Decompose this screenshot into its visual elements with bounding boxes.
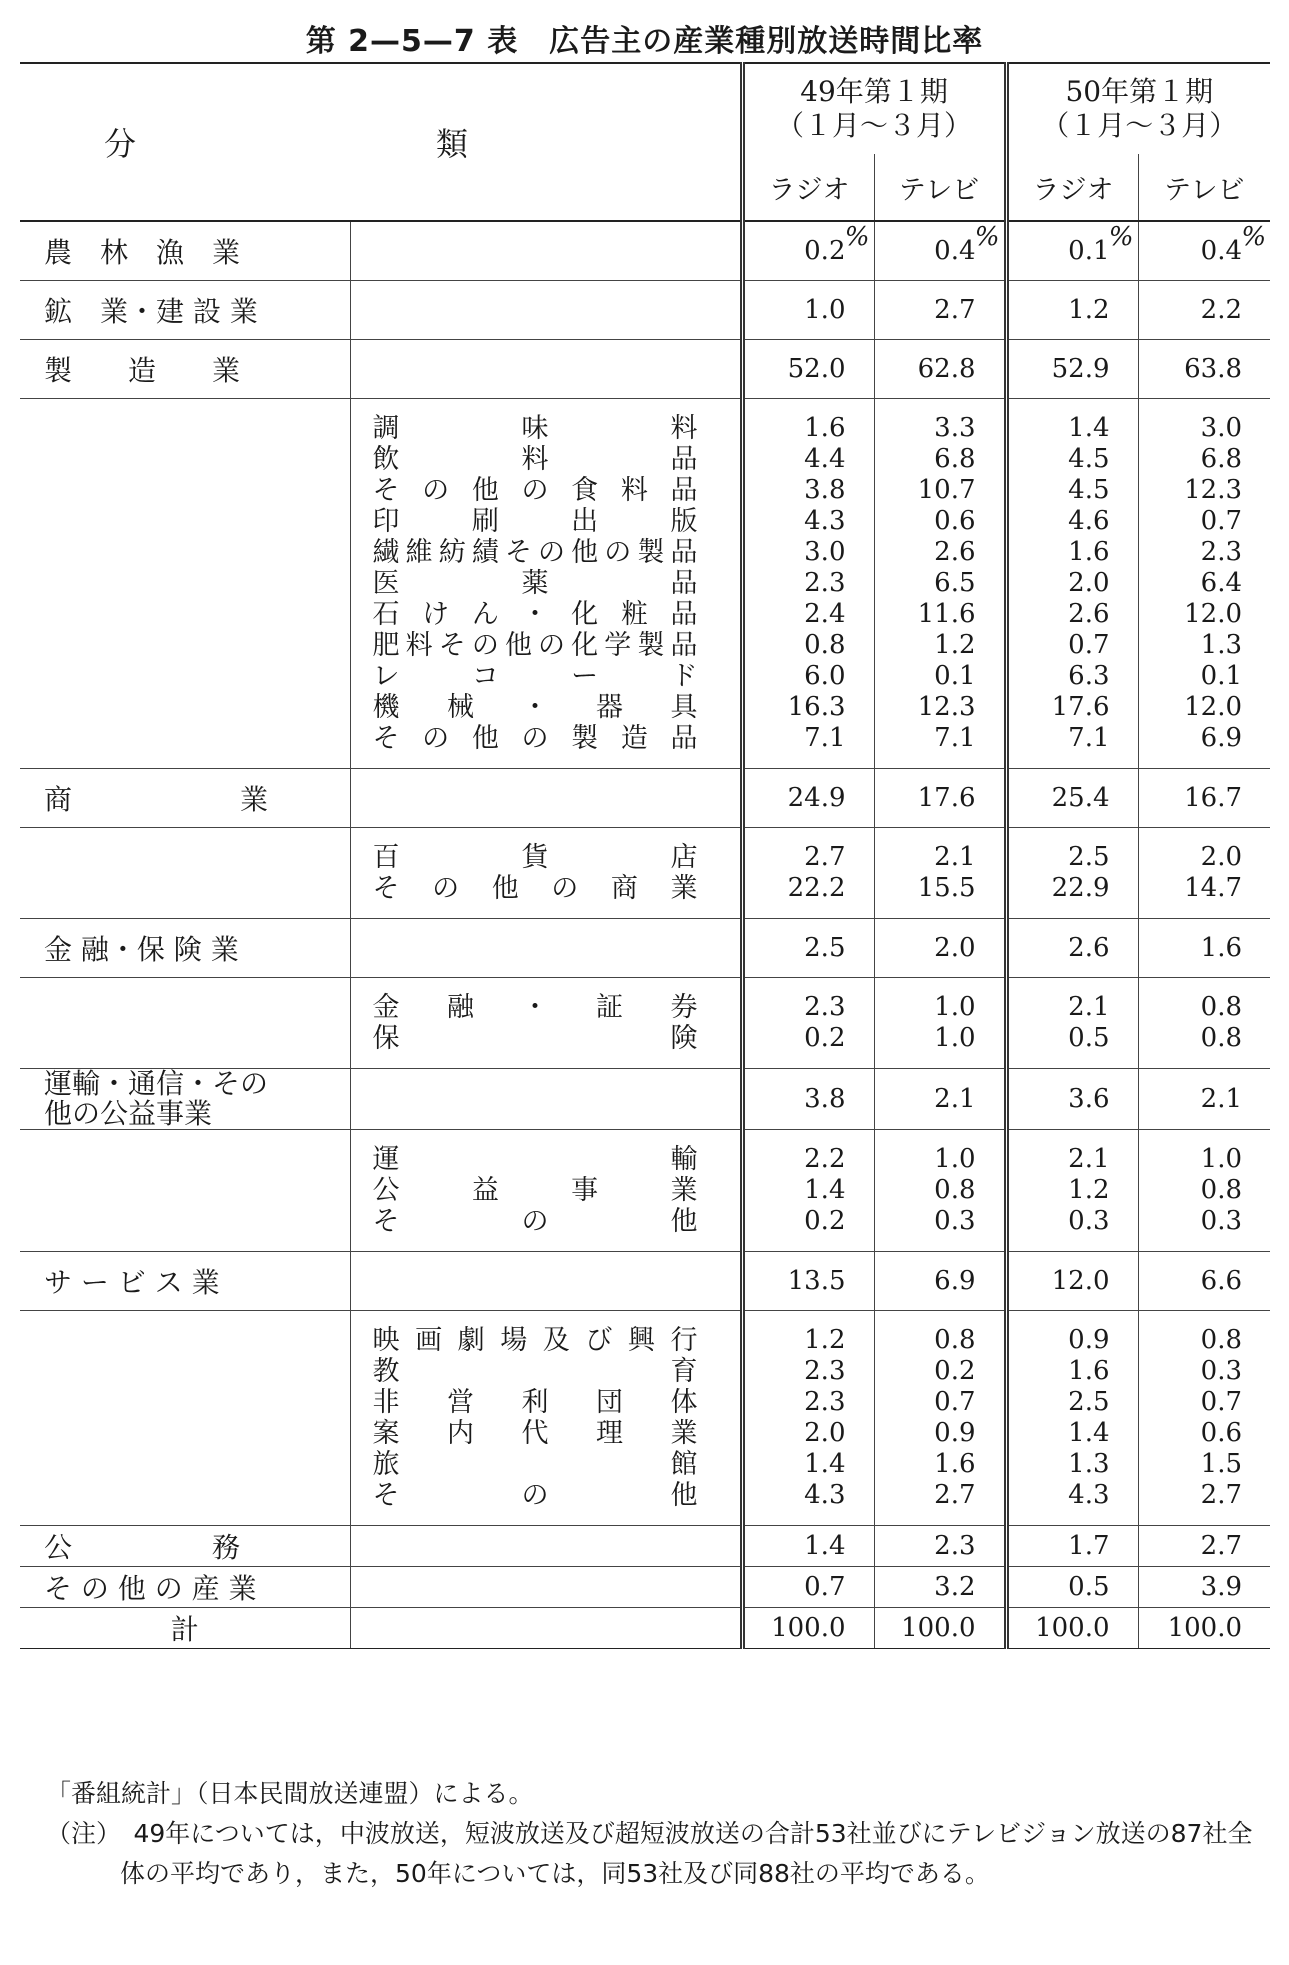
sub-value: 17.6 bbox=[1051, 692, 1110, 722]
row-public-service bbox=[20, 1526, 1270, 1567]
sub-value: 1.6 bbox=[804, 413, 846, 443]
sub-label: 飲料品 bbox=[372, 444, 698, 475]
sub-label: その他の商業 bbox=[372, 873, 698, 904]
sub-value: 12.0 bbox=[1184, 599, 1243, 629]
sub-value: 2.5 bbox=[1068, 1387, 1110, 1417]
sub-label: 保険 bbox=[372, 1023, 698, 1054]
sub-value: 1.5 bbox=[1200, 1449, 1243, 1479]
period2-header bbox=[1006, 63, 1270, 154]
sub-value: 0.8 bbox=[934, 1175, 976, 1205]
blank-cell bbox=[20, 828, 350, 919]
sub-values bbox=[874, 828, 1006, 919]
value-cell: 1.7 bbox=[1006, 1526, 1138, 1567]
sub-value: 2.0 bbox=[1200, 842, 1243, 872]
sub-value: 1.2 bbox=[934, 630, 976, 660]
value-cell: 2.7 bbox=[1138, 1526, 1270, 1567]
sub-value: 1.3 bbox=[1068, 1449, 1110, 1479]
sub-value: 4.5 bbox=[1068, 444, 1110, 474]
sub-value: 22.2 bbox=[787, 873, 846, 903]
value-cell: 25.4 bbox=[1006, 769, 1138, 828]
sub-value: 2.7 bbox=[804, 842, 846, 872]
blank-cell bbox=[20, 1311, 350, 1526]
row-manufacturing bbox=[20, 340, 1270, 399]
blank-cell bbox=[20, 399, 350, 769]
classification-char-2: 類 bbox=[436, 125, 469, 163]
sub-label: 教育 bbox=[372, 1356, 698, 1387]
sub-value: 22.9 bbox=[1051, 873, 1110, 903]
subrows-transport bbox=[20, 1130, 1270, 1252]
sub-label: 百貨店 bbox=[372, 842, 698, 873]
sub-value: 2.1 bbox=[1068, 992, 1110, 1022]
sub-value: 6.4 bbox=[1200, 568, 1243, 598]
sub-value: 1.6 bbox=[1068, 1356, 1110, 1386]
sub-label: その他 bbox=[372, 1206, 698, 1237]
sub-value: 0.8 bbox=[934, 1325, 976, 1355]
sub-values bbox=[1138, 978, 1270, 1069]
p1-radio-header: ラジオ bbox=[742, 154, 874, 221]
sub-labels bbox=[350, 399, 742, 769]
row-agriculture bbox=[20, 221, 1270, 281]
sub-value: 1.0 bbox=[1200, 1144, 1243, 1174]
sub-value: 0.7 bbox=[1068, 630, 1110, 660]
period2-line1: 50年第１期 bbox=[1065, 75, 1214, 108]
sub-value: 1.0 bbox=[934, 992, 976, 1022]
blank-cell bbox=[350, 281, 742, 340]
sub-values bbox=[742, 828, 874, 919]
blank-cell bbox=[350, 1252, 742, 1311]
sub-label: 機械・器具 bbox=[372, 692, 698, 723]
row-label: 製 造 業 bbox=[20, 340, 350, 399]
row-label: 鉱 業・建 設 業 bbox=[20, 281, 350, 340]
sub-label: その他の製造品 bbox=[372, 723, 698, 754]
sub-value: 0.7 bbox=[934, 1387, 976, 1417]
footnote: （注） 49年については，中波放送，短波放送及び超短波放送の合計53社並びにテレビジョン放送の87社全体の平均であり，また，50年については，同53社及び同88社の平均である。 bbox=[46, 1819, 1253, 1888]
period2-line2: （１月～３月） bbox=[1041, 109, 1238, 142]
sub-value: 1.2 bbox=[1068, 1175, 1110, 1205]
row-mining bbox=[20, 281, 1270, 340]
sub-value: 0.8 bbox=[1200, 1175, 1243, 1205]
sub-value: 2.3 bbox=[1200, 537, 1243, 567]
blank-cell bbox=[20, 978, 350, 1069]
value-cell: 0.5 bbox=[1006, 1567, 1138, 1608]
sub-label: 非営利団体 bbox=[372, 1387, 698, 1418]
sub-value: 0.3 bbox=[1068, 1206, 1110, 1236]
value-cell: 2.7 bbox=[874, 281, 1006, 340]
sub-values bbox=[874, 399, 1006, 769]
sub-values bbox=[874, 1311, 1006, 1526]
sub-value: 0.2 bbox=[934, 1356, 976, 1386]
period1-line2: （１月～３月） bbox=[776, 109, 973, 142]
sub-values bbox=[1138, 1130, 1270, 1252]
sub-label: 医薬品 bbox=[372, 568, 698, 599]
sub-value: 0.8 bbox=[1200, 1325, 1243, 1355]
blank-cell bbox=[350, 221, 742, 281]
sub-label: 運輸 bbox=[372, 1144, 698, 1175]
sub-label: その他 bbox=[372, 1480, 698, 1511]
sub-value: 1.4 bbox=[1068, 1418, 1110, 1448]
sub-value: 12.0 bbox=[1184, 692, 1243, 722]
value-cell: 3.2 bbox=[874, 1567, 1006, 1608]
sub-value: 12.3 bbox=[917, 692, 976, 722]
sub-value: 1.3 bbox=[1200, 630, 1243, 660]
sub-value: 0.7 bbox=[1200, 1387, 1243, 1417]
sub-value: 1.0 bbox=[934, 1023, 976, 1053]
sub-values bbox=[742, 399, 874, 769]
blank-cell bbox=[350, 1069, 742, 1130]
sub-value: 1.4 bbox=[1068, 413, 1110, 443]
value-cell: 1.0 bbox=[742, 281, 874, 340]
row-label: 農 林 漁 業 bbox=[20, 221, 350, 281]
sub-values bbox=[874, 1130, 1006, 1252]
value-cell: 2.3 bbox=[874, 1526, 1006, 1567]
sub-value: 0.8 bbox=[804, 630, 846, 660]
sub-value: 2.5 bbox=[1068, 842, 1110, 872]
sub-values bbox=[742, 978, 874, 1069]
sub-value: 2.6 bbox=[934, 537, 976, 567]
row-label: サ ー ビ ス 業 bbox=[20, 1252, 350, 1311]
sub-values bbox=[1138, 1311, 1270, 1526]
sub-value: 6.9 bbox=[1200, 723, 1243, 753]
sub-value: 7.1 bbox=[1068, 723, 1110, 753]
sub-value: 2.1 bbox=[1068, 1144, 1110, 1174]
subrows-commerce bbox=[20, 828, 1270, 919]
sub-value: 2.0 bbox=[1068, 568, 1110, 598]
value-cell: 2.1 bbox=[1138, 1069, 1270, 1130]
value-cell: 1.2 bbox=[1006, 281, 1138, 340]
sub-value: 0.2 bbox=[804, 1206, 846, 1236]
sub-label: 公益事業 bbox=[372, 1175, 698, 1206]
value-cell: 63.8 bbox=[1138, 340, 1270, 399]
sub-values bbox=[742, 1311, 874, 1526]
classification-char-1: 分 bbox=[104, 125, 137, 163]
row-commerce bbox=[20, 769, 1270, 828]
row-label: 公 務 bbox=[20, 1526, 350, 1567]
sub-values bbox=[742, 1130, 874, 1252]
p2-radio-header: ラジオ bbox=[1006, 154, 1138, 221]
sub-value: 6.0 bbox=[804, 661, 846, 691]
sub-value: 2.3 bbox=[804, 1356, 846, 1386]
value-cell: 17.6 bbox=[874, 769, 1006, 828]
value-cell: 1.6 bbox=[1138, 919, 1270, 978]
notes bbox=[46, 1774, 1276, 1894]
value-cell: 100.0 bbox=[742, 1608, 874, 1649]
value-cell: 0.2 % bbox=[742, 221, 874, 281]
sub-value: 2.3 bbox=[804, 1387, 846, 1417]
sub-value: 12.3 bbox=[1184, 475, 1243, 505]
value-cell: 0.7 bbox=[742, 1567, 874, 1608]
sub-label: 繊維紡績その他の製品 bbox=[372, 537, 698, 568]
sub-label: 肥料その他の化学製品 bbox=[372, 630, 698, 661]
sub-value: 0.1 bbox=[1200, 661, 1243, 691]
row-label: 商 業 bbox=[20, 769, 350, 828]
value-cell: 52.9 bbox=[1006, 340, 1138, 399]
sub-value: 2.3 bbox=[804, 992, 846, 1022]
blank-cell bbox=[20, 1130, 350, 1252]
sub-value: 7.1 bbox=[804, 723, 846, 753]
period1-header bbox=[742, 63, 1006, 154]
sub-labels bbox=[350, 978, 742, 1069]
sub-value: 0.3 bbox=[934, 1206, 976, 1236]
sub-label: 旅館 bbox=[372, 1449, 698, 1480]
sub-value: 4.4 bbox=[804, 444, 846, 474]
value-cell: 13.5 bbox=[742, 1252, 874, 1311]
data-table bbox=[20, 62, 1270, 1649]
sub-value: 3.0 bbox=[1200, 413, 1243, 443]
sub-value: 3.3 bbox=[934, 413, 976, 443]
sub-values bbox=[1006, 828, 1138, 919]
sub-value: 2.0 bbox=[804, 1418, 846, 1448]
sub-values bbox=[1006, 1130, 1138, 1252]
row-label: 計 bbox=[20, 1608, 350, 1649]
sub-values bbox=[1006, 399, 1138, 769]
subrows-service bbox=[20, 1311, 1270, 1526]
subrows-finance bbox=[20, 978, 1270, 1069]
value-cell: 62.8 bbox=[874, 340, 1006, 399]
sub-value: 6.3 bbox=[1068, 661, 1110, 691]
sub-value: 0.5 bbox=[1068, 1023, 1110, 1053]
sub-value: 3.0 bbox=[804, 537, 846, 567]
table-title: 第 2—5—7 表 広告主の産業種別放送時間比率 bbox=[305, 24, 984, 59]
sub-value: 2.2 bbox=[804, 1144, 846, 1174]
sub-label: その他の食料品 bbox=[372, 475, 698, 506]
row-service bbox=[20, 1252, 1270, 1311]
value-cell: 1.4 bbox=[742, 1526, 874, 1567]
sub-value: 2.1 bbox=[934, 842, 976, 872]
sub-value: 1.2 bbox=[804, 1325, 846, 1355]
value-cell: 52.0 bbox=[742, 340, 874, 399]
value-cell: 2.5 bbox=[742, 919, 874, 978]
value-cell: 0.4 % bbox=[874, 221, 1006, 281]
sub-value: 0.8 bbox=[1200, 1023, 1243, 1053]
row-total bbox=[20, 1608, 1270, 1649]
period1-line1: 49年第１期 bbox=[800, 75, 948, 108]
sub-value: 1.6 bbox=[1068, 537, 1110, 567]
subrows-manufacturing bbox=[20, 399, 1270, 769]
value-cell: 2.1 bbox=[874, 1069, 1006, 1130]
value-cell: 12.0 bbox=[1006, 1252, 1138, 1311]
value-cell: 2.0 bbox=[874, 919, 1006, 978]
sub-values bbox=[1138, 828, 1270, 919]
value-cell: 3.6 bbox=[1006, 1069, 1138, 1130]
sub-value: 2.6 bbox=[1068, 599, 1110, 629]
sub-value: 11.6 bbox=[917, 599, 976, 629]
source-note: 「番組統計」（日本民間放送連盟）による。 bbox=[46, 1779, 534, 1808]
sub-value: 2.7 bbox=[934, 1480, 976, 1510]
blank-cell bbox=[350, 1608, 742, 1649]
sub-value: 0.9 bbox=[934, 1418, 976, 1448]
sub-value: 0.8 bbox=[1200, 992, 1243, 1022]
sub-value: 3.8 bbox=[804, 475, 846, 505]
row-transport bbox=[20, 1069, 1270, 1130]
sub-values bbox=[1006, 978, 1138, 1069]
sub-value: 0.7 bbox=[1200, 506, 1243, 536]
sub-label: 調味料 bbox=[372, 413, 698, 444]
value-cell: 3.9 bbox=[1138, 1567, 1270, 1608]
sub-labels bbox=[350, 1130, 742, 1252]
value-cell: 100.0 bbox=[1006, 1608, 1138, 1649]
classification-header bbox=[20, 63, 742, 221]
sub-value: 4.6 bbox=[1068, 506, 1110, 536]
sub-value: 6.8 bbox=[934, 444, 976, 474]
sub-value: 15.5 bbox=[917, 873, 976, 903]
sub-label: 金融・証券 bbox=[372, 992, 698, 1023]
value-cell: 0.1 % bbox=[1006, 221, 1138, 281]
sub-value: 0.6 bbox=[1200, 1418, 1243, 1448]
blank-cell bbox=[350, 1567, 742, 1608]
value-cell: 2.2 bbox=[1138, 281, 1270, 340]
row-finance bbox=[20, 919, 1270, 978]
value-cell: 3.8 bbox=[742, 1069, 874, 1130]
p2-tv-header: テレビ bbox=[1138, 154, 1270, 221]
sub-values bbox=[1006, 1311, 1138, 1526]
sub-value: 6.8 bbox=[1200, 444, 1243, 474]
value-cell: 6.9 bbox=[874, 1252, 1006, 1311]
sub-value: 4.3 bbox=[804, 506, 846, 536]
sub-labels bbox=[350, 828, 742, 919]
sub-value: 2.7 bbox=[1200, 1480, 1243, 1510]
sub-value: 1.4 bbox=[804, 1175, 846, 1205]
sub-value: 7.1 bbox=[934, 723, 976, 753]
blank-cell bbox=[350, 919, 742, 978]
value-cell: 16.7 bbox=[1138, 769, 1270, 828]
sub-label: 映画劇場及び興行 bbox=[372, 1325, 698, 1356]
sub-value: 0.3 bbox=[1200, 1356, 1243, 1386]
row-label-line1: 運輸・通信・その bbox=[44, 1067, 269, 1100]
sub-labels bbox=[350, 1311, 742, 1526]
sub-label: 石けん・化粧品 bbox=[372, 599, 698, 630]
value-cell: 0.4 % bbox=[1138, 221, 1270, 281]
sub-value: 0.3 bbox=[1200, 1206, 1243, 1236]
sub-value: 14.7 bbox=[1184, 873, 1243, 903]
sub-value: 0.2 bbox=[804, 1023, 846, 1053]
row-label-line2: 他の公益事業 bbox=[44, 1097, 213, 1130]
sub-value: 6.5 bbox=[934, 568, 976, 598]
sub-value: 0.6 bbox=[934, 506, 976, 536]
row-label: そ の 他 の 産 業 bbox=[20, 1567, 350, 1608]
value-cell: 2.6 bbox=[1006, 919, 1138, 978]
row-label: 金 融・保 険 業 bbox=[20, 919, 350, 978]
blank-cell bbox=[350, 769, 742, 828]
sub-value: 4.3 bbox=[804, 1480, 846, 1510]
sub-value: 4.3 bbox=[1068, 1480, 1110, 1510]
sub-values bbox=[874, 978, 1006, 1069]
sub-value: 16.3 bbox=[787, 692, 846, 722]
sub-label: 印刷出版 bbox=[372, 506, 698, 537]
sub-value: 1.6 bbox=[934, 1449, 976, 1479]
sub-value: 1.4 bbox=[804, 1449, 846, 1479]
value-cell: 100.0 bbox=[874, 1608, 1006, 1649]
sub-value: 2.3 bbox=[804, 568, 846, 598]
sub-label: 案内代理業 bbox=[372, 1418, 698, 1449]
p1-tv-header: テレビ bbox=[874, 154, 1006, 221]
sub-value: 0.9 bbox=[1068, 1325, 1110, 1355]
sub-value: 1.0 bbox=[934, 1144, 976, 1174]
value-cell: 6.6 bbox=[1138, 1252, 1270, 1311]
sub-value: 4.5 bbox=[1068, 475, 1110, 505]
row-other-industry bbox=[20, 1567, 1270, 1608]
sub-value: 0.1 bbox=[934, 661, 976, 691]
sub-label: レコード bbox=[372, 661, 698, 692]
value-cell: 24.9 bbox=[742, 769, 874, 828]
row-label bbox=[20, 1069, 350, 1130]
blank-cell bbox=[350, 340, 742, 399]
blank-cell bbox=[350, 1526, 742, 1567]
sub-values bbox=[1138, 399, 1270, 769]
sub-value: 2.4 bbox=[804, 599, 846, 629]
sub-value: 10.7 bbox=[917, 475, 976, 505]
value-cell: 100.0 bbox=[1138, 1608, 1270, 1649]
